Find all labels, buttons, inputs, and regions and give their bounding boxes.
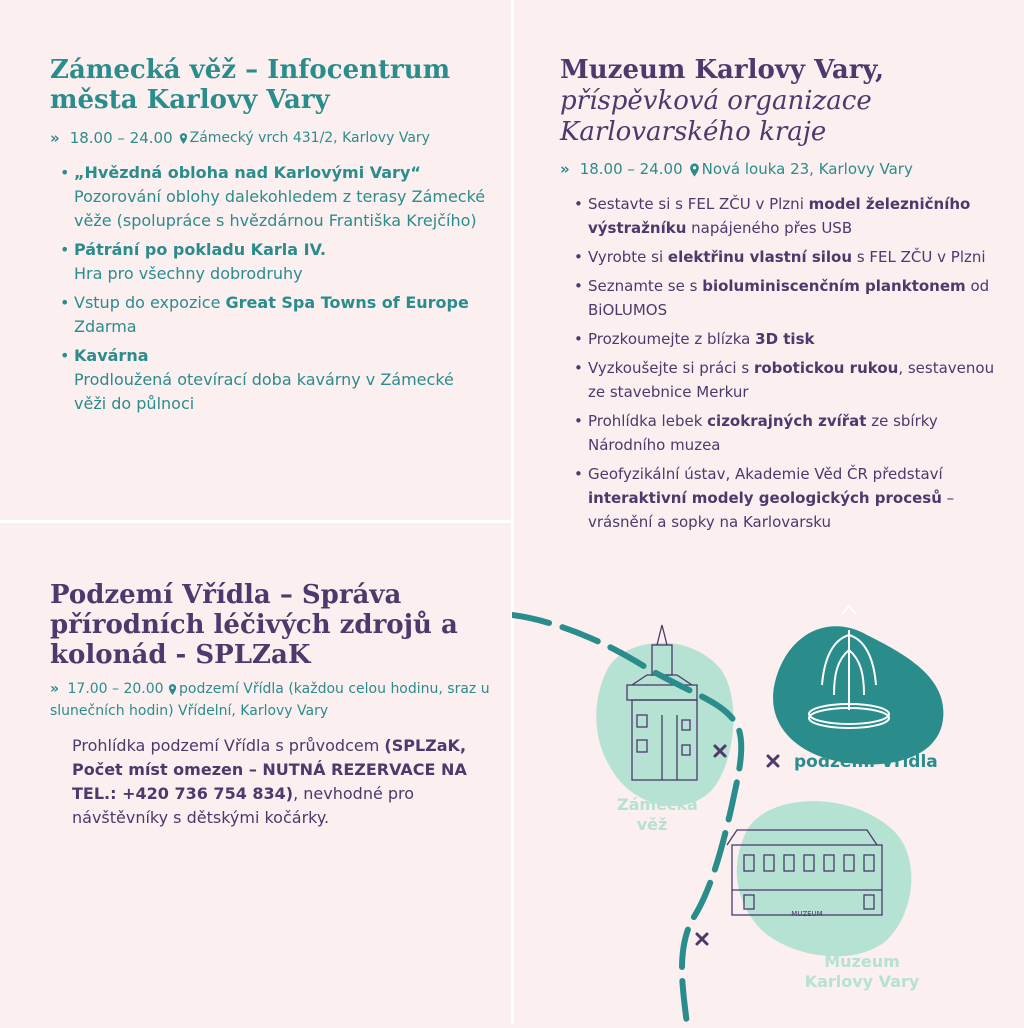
list-item: • „Hvězdná obloha nad Karlovými Vary“ Pozorování oblohy dalekohledem z terasy Zámecké věže (spolupráce s hvězdárnou Františka Krejčího) xyxy=(60,161,490,233)
list-item: • Sestavte si s FEL ZČU v Plzni model železničního výstražníku napájeného přes USB xyxy=(574,192,1000,240)
event-location: podzemí Vřídla (každou celou hodinu, sraz u slunečních hodin) Vřídelní, Karlovy Vary xyxy=(50,681,490,719)
zamecka-vez-meta xyxy=(50,127,490,149)
zamecka-vez-title: Zámecká věž – Infocentrum města Karlovy Vary xyxy=(50,55,451,115)
museum-sign: MUZEUM xyxy=(791,910,823,918)
castle-blob xyxy=(596,643,733,806)
x-marker-icon xyxy=(697,934,707,944)
list-item: • Vyrobte si elektřinu vlastní silou s FEL ZČU v Plzni xyxy=(574,245,1000,269)
list-item: • Prozkoumejte z blízka 3D tisk xyxy=(574,327,1000,351)
event-location: Nová louka 23, Karlovy Vary xyxy=(689,158,913,180)
arrows-icon: » xyxy=(50,681,60,697)
event-time: 18.00 – 24.00 xyxy=(579,160,683,178)
list-item: • Geofyzikální ústav, Akademie Věd ČR představí interaktivní modely geologických procesů – vrásnění a sopky na Karlovarsku xyxy=(574,462,1000,534)
muzeum-title: Muzeum Karlovy Vary, příspěvková organizace Karlovarského kraje xyxy=(560,55,885,147)
podzemi-vridla-meta xyxy=(50,678,490,722)
list-item: • Prohlídka lebek cizokrajných zvířat ze sbírky Národního muzea xyxy=(574,409,1000,457)
event-time: 18.00 – 24.00 xyxy=(69,129,173,147)
map-label-muzeum: Muzeum Karlovy Vary xyxy=(804,952,920,991)
muzeum-meta xyxy=(560,158,1000,180)
muzeum-section xyxy=(560,55,1000,539)
x-marker-icon xyxy=(768,756,778,766)
list-item: • Pátrání po pokladu Karla IV. Hra pro všechny dobrodruhy xyxy=(60,238,490,286)
list-item: • Vyzkoušejte si práci s robotickou rukou, sestavenou ze stavebnice Merkur xyxy=(574,356,1000,404)
podzemi-vridla-title: Podzemí Vřídla – Správa přírodních léčivých zdrojů a kolonád - SPLZaK xyxy=(50,580,458,670)
fountain-blob xyxy=(773,626,943,764)
location-pin-icon xyxy=(689,163,700,177)
location-pin-icon xyxy=(168,684,177,695)
podzemi-vridla-section xyxy=(50,580,490,830)
museum-blob xyxy=(737,801,912,956)
list-item: • Seznamte se s bioluminiscenčním planktonem od BiOLUMOS xyxy=(574,274,1000,322)
horizontal-divider xyxy=(0,520,512,523)
muzeum-list xyxy=(574,192,1000,534)
map-label-vez: Zámecká věž xyxy=(617,795,698,834)
podzemi-vridla-description: Prohlídka podzemí Vřídla s průvodcem (SPLZaK, Počet míst omezen – NUTNÁ REZERVACE NA TEL.: +420 736 754 834), nevhodné pro návštěvníky s dětskými kočárky. xyxy=(72,736,467,827)
map-label-vridla: podzemí Vřídla xyxy=(794,752,938,772)
arrows-icon: » xyxy=(560,160,570,178)
zamecka-vez-section xyxy=(50,55,490,421)
map-drawing xyxy=(512,590,1024,1024)
arrows-icon: » xyxy=(50,129,60,147)
event-location: Zámecký vrch 431/2, Karlovy Vary xyxy=(179,127,430,149)
event-time: 17.00 – 20.00 xyxy=(67,681,164,697)
map-illustration xyxy=(512,590,1024,1024)
location-pin-icon xyxy=(179,133,188,144)
list-item: • Kavárna Prodloužená otevírací doba kavárny v Zámecké věži do půlnoci xyxy=(60,344,490,416)
zamecka-vez-list xyxy=(60,161,490,416)
list-item: • Vstup do expozice Great Spa Towns of Europe Zdarma xyxy=(60,291,490,339)
